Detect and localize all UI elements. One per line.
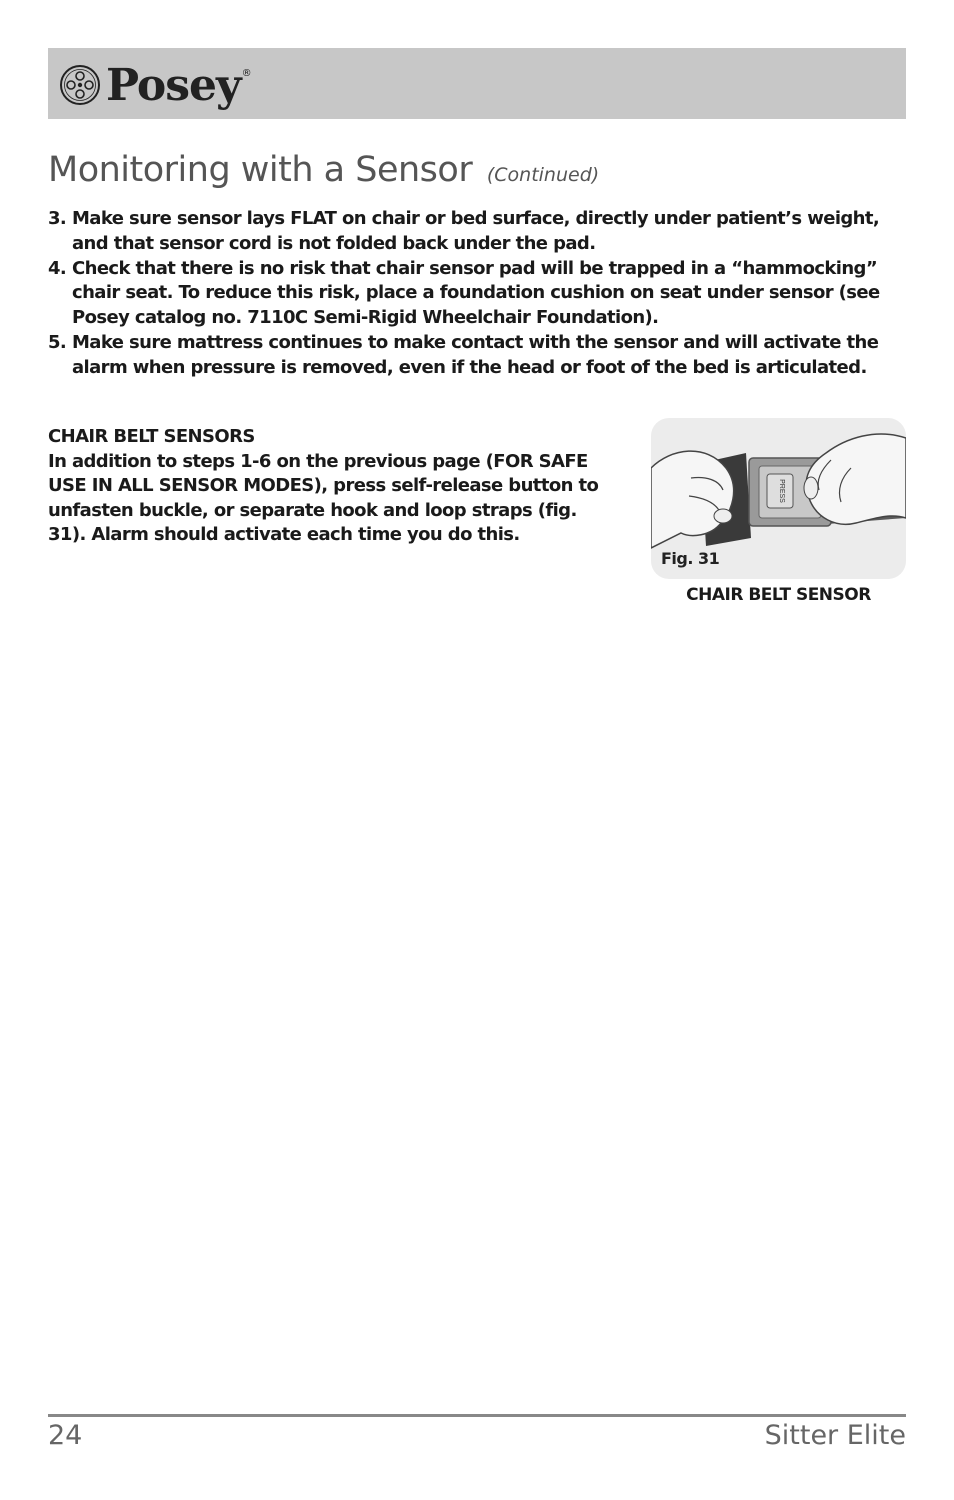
posey-emblem-icon — [58, 63, 102, 107]
page-number: 24 — [48, 1420, 83, 1451]
figure-chair-belt — [651, 418, 906, 579]
registered-mark: ® — [241, 68, 252, 79]
page-title-suffix: (Continued) — [486, 164, 600, 186]
footer-divider — [48, 1414, 906, 1417]
step-text: Make sure mattress continues to make contact with the sensor and will activate the alarm when pressure is removed, even if the head or foot of the bed is articulated. — [72, 331, 879, 378]
page-title — [48, 150, 599, 190]
step-text: Make sure sensor lays FLAT on chair or bed surface, directly under patient’s weight, and that sensor cord is not folded back under the pad. — [72, 208, 880, 254]
step-item — [48, 257, 906, 331]
step-item — [48, 207, 906, 257]
step-text: Check that there is no risk that chair sensor pad will be trapped in a “hammocking” chair seat. To reduce this risk, place a foundation cushion on seat under sensor (see Posey catalog no. 7110C Semi-Rigid Wheelchair Foundation). — [72, 257, 880, 329]
posey-logo — [58, 60, 252, 110]
figure-caption: CHAIR BELT SENSOR — [686, 585, 871, 605]
product-name: Sitter Elite — [764, 1420, 906, 1451]
figure-label: Fig. 31 — [661, 549, 720, 568]
section-heading: CHAIR BELT SENSORS — [48, 426, 255, 447]
press-button-label: PRESS — [778, 479, 785, 503]
brand-name: Posey — [106, 60, 241, 111]
section-body: In addition to steps 1-6 on the previous page (FOR SAFE USE IN ALL SENSOR MODES), press self-release button to unfasten buckle, or separate hook and loop straps (fig. 31). Alarm should activate each time you do this. — [48, 450, 599, 546]
page-title-main: Monitoring with a Sensor — [48, 150, 473, 190]
step-number: 4. — [48, 257, 67, 279]
step-number: 3. — [48, 208, 67, 229]
steps-list — [48, 207, 906, 381]
chair-belt-section — [48, 425, 608, 548]
header-band — [48, 48, 906, 119]
step-number: 5. — [48, 331, 67, 353]
step-item — [48, 331, 906, 381]
